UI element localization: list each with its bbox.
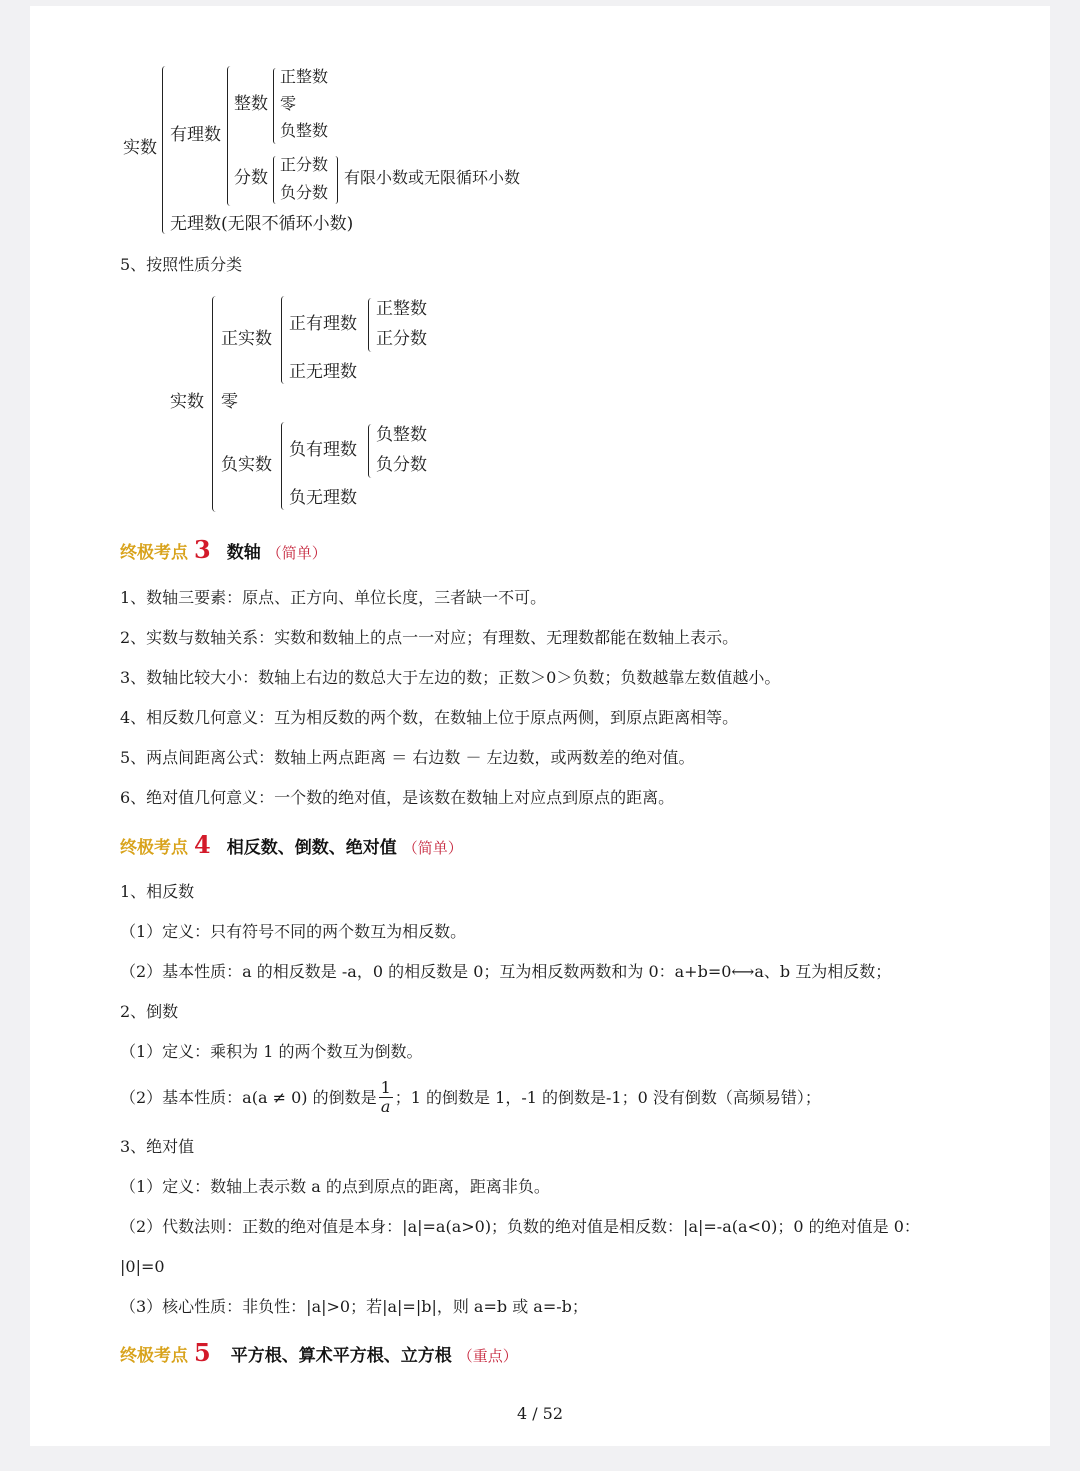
reciprocal-fraction [379,1079,393,1116]
section3-heading [120,535,327,564]
tree1-irrational: 无理数(无限不循环小数) [170,214,354,234]
tree2-brace-pos-rational [368,298,375,352]
abs-rule: （2）代数法则：正数的绝对值是本身：|a|=a(a>0)；负数的绝对值是相反数：|a|=-a(a<0)；0 的绝对值是 0： [120,1217,920,1236]
tree1-neg-frac: 负分数 [280,183,329,202]
reciprocal-heading: 2、倒数 [120,1002,179,1021]
section3-number: 3 [194,535,211,564]
tree2-neg-rational: 负有理数 [289,440,357,460]
reciprocal-definition: （1）定义：乘积为 1 的两个数互为倒数。 [120,1042,423,1061]
section5-title: 平方根、算术平方根、立方根 [230,1346,452,1366]
section3-line-3: 3、数轴比较大小：数轴上右边的数总大于左边的数；正数＞0＞负数；负数越靠左数值越小。 [120,668,781,687]
tree1-brace-integer [273,68,279,144]
section4-title: 相反数、倒数、绝对值 [226,838,397,858]
opposite-property: （2）基本性质：a 的相反数是 -a，0 的相反数是 0；互为相反数两数和为 0：a+b=0⟷a、b 互为相反数； [120,962,892,981]
tree1-pos-frac: 正分数 [280,155,329,174]
tree1-fraction: 分数 [234,168,268,188]
tree2-brace-pos-real [281,296,288,384]
tree1-frac-note: 有限小数或无限循环小数 [344,168,521,187]
tree2-root: 实数 [170,392,204,412]
tree1-brace-rational [227,66,234,206]
section5-tag: （重点） [457,1347,518,1365]
tree2-brace-neg-rational [368,424,375,478]
tree2-neg-irrational: 负无理数 [289,488,357,508]
section3-line-2: 2、实数与数轴关系：实数和数轴上的点一一对应；有理数、无理数都能在数轴上表示。 [120,628,739,647]
section4-label: 终极考点 [120,838,188,858]
section3-tag: （简单） [266,544,327,562]
tree1-right-brace [332,156,338,204]
abs-core-property: （3）核心性质：非负性：|a|>0；若|a|=|b|，则 a=b 或 a=-b； [120,1297,588,1316]
section3-line-6: 6、绝对值几何意义：一个数的绝对值，是该数在数轴上对应点到原点的距离。 [120,788,675,807]
abs-heading: 3、绝对值 [120,1137,195,1156]
abs-rule-continued: |0|=0 [120,1257,165,1276]
tree2-brace-root [212,296,220,512]
opposite-definition: （1）定义：只有符号不同的两个数互为相反数。 [120,922,467,941]
tree1-brace-root [162,66,169,234]
tree1-root: 实数 [123,138,157,158]
section3-line-5: 5、两点间距离公式：数轴上两点距离 ＝ 右边数 － 左边数，或两数差的绝对值。 [120,748,695,767]
section4-tag: （简单） [402,839,463,857]
tree1-pos-int: 正整数 [280,67,329,86]
section3-line-1: 1、数轴三要素：原点、正方向、单位长度，三者缺一不可。 [120,588,547,607]
section5-number: 5 [194,1338,211,1367]
tree2-brace-neg-real [281,422,288,510]
tree1-rational: 有理数 [170,125,221,145]
tree2-pos-int: 正整数 [376,299,427,319]
tree2-pos-frac: 正分数 [376,329,427,349]
tree1-neg-int: 负整数 [280,121,329,140]
tree2-pos-irrational: 正无理数 [289,362,357,382]
fraction-numerator: 1 [380,1078,391,1097]
section4-heading [120,830,463,859]
section4-number: 4 [194,830,211,859]
section5-label: 终极考点 [120,1346,188,1366]
tree2-neg-int: 负整数 [376,425,427,445]
tree2-zero: 零 [221,392,238,412]
opposite-heading: 1、相反数 [120,882,195,901]
reciprocal-property-text: （2）基本性质：a(a ≠ 0) 的倒数是 [120,1087,377,1107]
section5-heading [120,1338,518,1367]
tree1-brace-fraction [273,156,279,204]
abs-definition: （1）定义：数轴上表示数 a 的点到原点的距离，距离非负。 [120,1177,550,1196]
section3-line-4: 4、相反数几何意义：互为相反数的两个数，在数轴上位于原点两侧，到原点距离相等。 [120,708,739,727]
section3-title: 数轴 [226,543,261,563]
tree2-pos-real: 正实数 [221,329,272,349]
fraction-denominator: a [380,1097,391,1116]
tree2-pos-rational: 正有理数 [289,314,357,334]
sec5-heading: 5、按照性质分类 [120,255,243,274]
reciprocal-property [120,1079,821,1116]
section3-label: 终极考点 [120,543,188,563]
reciprocal-property-tail: ；1 的倒数是 1，-1 的倒数是-1；0 没有倒数（高频易错）； [394,1087,821,1107]
tree1-integer: 整数 [234,94,268,114]
tree2-neg-real: 负实数 [221,455,272,475]
tree2-neg-frac: 负分数 [376,455,427,475]
tree1-zero: 零 [280,94,297,113]
page-number: 4 / 52 [516,1404,564,1423]
